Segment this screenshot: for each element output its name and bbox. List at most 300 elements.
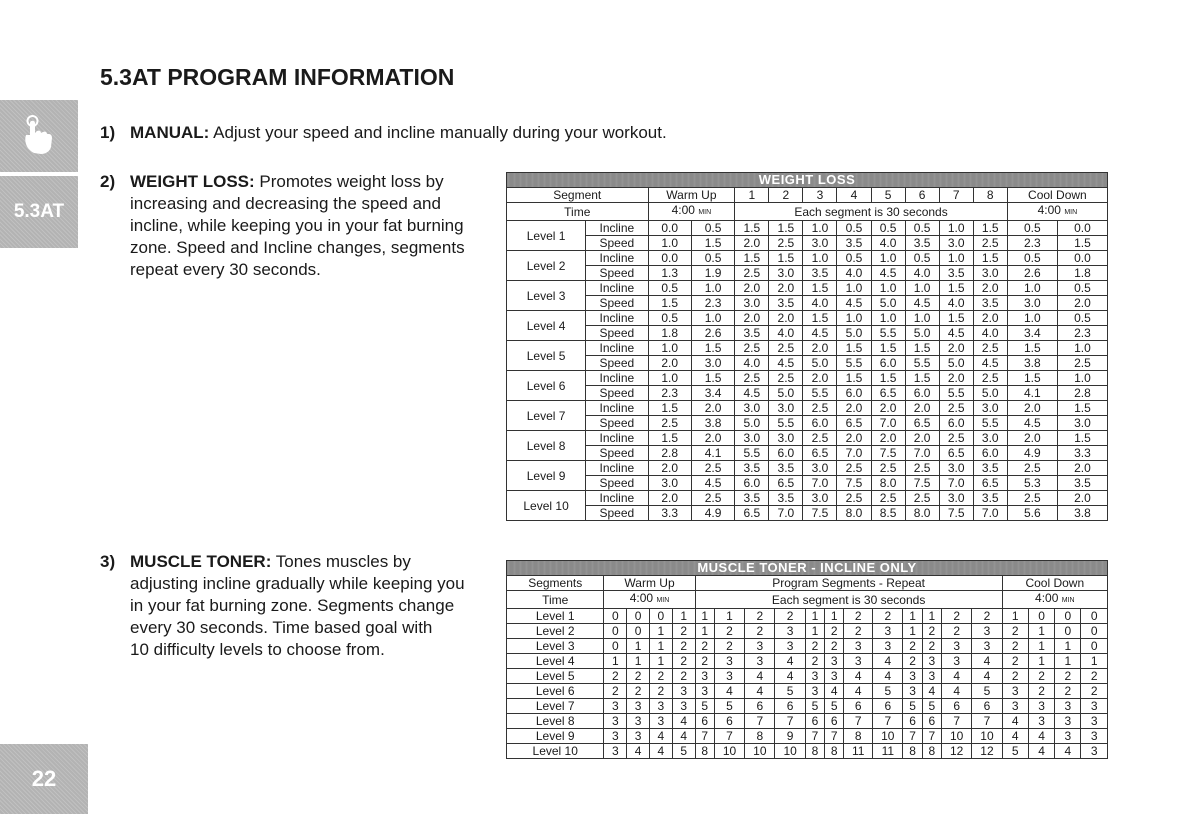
table-cell: 2.5: [769, 341, 803, 356]
table-cell: 1.3: [648, 266, 691, 281]
level-label: Level 9: [507, 729, 604, 744]
table-cell: 4.5: [735, 386, 769, 401]
table-cell: 0: [1055, 624, 1081, 639]
table-cell: 3: [873, 639, 903, 654]
table-row: [507, 281, 1108, 296]
table-cell: 3: [604, 729, 627, 744]
table-cell: 2.5: [905, 491, 939, 506]
table-cell: 0: [604, 609, 627, 624]
table-cell: 3: [1028, 699, 1054, 714]
table-cell: 2: [695, 639, 714, 654]
table-cell: 4: [873, 669, 903, 684]
table-cell: 2.5: [1007, 461, 1057, 476]
weight-loss-segment-row: Segment Warm Up 1 2 3 4 5 6 7 8 Cool Down: [507, 188, 1108, 203]
table-cell: 2: [1028, 684, 1054, 699]
table-cell: 3: [1081, 699, 1108, 714]
table-cell: 1.5: [837, 341, 871, 356]
table-cell: 1.5: [691, 236, 734, 251]
table-cell: 4.0: [871, 236, 905, 251]
table-cell: 7.5: [905, 476, 939, 491]
table-cell: 0.5: [648, 281, 691, 296]
table-cell: 3: [942, 639, 972, 654]
table-cell: 7: [775, 714, 805, 729]
table-cell: 0.5: [905, 251, 939, 266]
table-cell: 2.5: [939, 431, 973, 446]
table-cell: 5: [922, 699, 941, 714]
table-cell: 1.5: [871, 341, 905, 356]
table-cell: 2.0: [769, 281, 803, 296]
table-cell: 2: [942, 624, 972, 639]
table-cell: 1.5: [1007, 371, 1057, 386]
table-cell: 5.3: [1007, 476, 1057, 491]
table-cell: 3: [627, 699, 650, 714]
table-cell: 2: [695, 654, 714, 669]
table-cell: 6: [805, 714, 824, 729]
table-cell: 2: [805, 639, 824, 654]
table-cell: 1: [695, 609, 714, 624]
table-row: [507, 744, 1108, 759]
table-cell: 3.5: [905, 236, 939, 251]
table-cell: 10: [775, 744, 805, 759]
table-cell: 0.0: [648, 221, 691, 236]
table-cell: Speed: [586, 356, 648, 371]
table-cell: 2.5: [691, 461, 734, 476]
level-label: Level 10: [507, 744, 604, 759]
table-cell: 1.0: [1057, 371, 1107, 386]
table-cell: 6.0: [837, 386, 871, 401]
table-cell: 7: [873, 714, 903, 729]
table-cell: 6.0: [973, 446, 1007, 461]
table-cell: 3: [1081, 729, 1108, 744]
table-cell: 2.5: [973, 341, 1007, 356]
table-cell: 4: [1028, 729, 1054, 744]
table-cell: 4: [775, 669, 805, 684]
manual-label: MANUAL:: [130, 123, 210, 142]
table-cell: 1.5: [769, 221, 803, 236]
table-cell: Incline: [586, 251, 648, 266]
level-label: Level 1: [507, 221, 586, 251]
table-cell: 1: [695, 624, 714, 639]
table-cell: 1.0: [1007, 281, 1057, 296]
table-cell: 2: [627, 669, 650, 684]
table-cell: 2: [672, 639, 695, 654]
table-cell: 5: [825, 699, 844, 714]
table-cell: 4.5: [803, 326, 837, 341]
table-cell: 5.0: [939, 356, 973, 371]
table-cell: 5: [873, 684, 903, 699]
table-row: [507, 266, 1108, 281]
table-cell: 0.5: [1057, 311, 1107, 326]
table-cell: 3.5: [769, 491, 803, 506]
table-row: [507, 416, 1108, 431]
table-cell: 1.8: [648, 326, 691, 341]
table-cell: 3.5: [735, 326, 769, 341]
table-cell: Speed: [586, 446, 648, 461]
table-row: [507, 311, 1108, 326]
table-row: [507, 491, 1108, 506]
table-cell: 2.5: [803, 401, 837, 416]
table-cell: 7.5: [939, 506, 973, 521]
table-cell: 2: [672, 654, 695, 669]
table-cell: 2.5: [1007, 491, 1057, 506]
table-cell: Speed: [586, 236, 648, 251]
table-cell: 5: [972, 684, 1002, 699]
table-cell: 4.5: [1007, 416, 1057, 431]
table-cell: 5.5: [837, 356, 871, 371]
table-cell: 1: [805, 624, 824, 639]
table-cell: 2.0: [1007, 401, 1057, 416]
table-cell: 3.0: [939, 461, 973, 476]
level-label: Level 6: [507, 684, 604, 699]
table-cell: 3.5: [973, 296, 1007, 311]
table-cell: 1.5: [648, 296, 691, 311]
table-cell: 7.0: [871, 416, 905, 431]
table-cell: Incline: [586, 431, 648, 446]
table-cell: 6.5: [973, 476, 1007, 491]
table-cell: 8.0: [837, 506, 871, 521]
table-cell: 4: [942, 669, 972, 684]
table-cell: 2: [1002, 654, 1028, 669]
table-cell: 2: [627, 684, 650, 699]
table-cell: 12: [942, 744, 972, 759]
table-cell: 2.8: [1057, 386, 1107, 401]
table-cell: 7: [903, 729, 922, 744]
table-cell: 3: [903, 684, 922, 699]
table-cell: Speed: [586, 476, 648, 491]
table-cell: 2.0: [735, 281, 769, 296]
table-cell: 4.5: [905, 296, 939, 311]
table-cell: 4: [972, 654, 1002, 669]
table-cell: 3: [1055, 714, 1081, 729]
table-cell: 2: [1028, 669, 1054, 684]
table-cell: 4.0: [735, 356, 769, 371]
table-cell: 3.0: [803, 491, 837, 506]
table-cell: 2.5: [735, 371, 769, 386]
table-cell: 0: [1055, 609, 1081, 624]
table-cell: 1.5: [939, 281, 973, 296]
table-cell: 2.3: [691, 296, 734, 311]
table-cell: 2.3: [648, 386, 691, 401]
table-row: [507, 699, 1108, 714]
table-cell: 3.5: [973, 491, 1007, 506]
table-cell: 0: [627, 609, 650, 624]
table-cell: 2: [649, 684, 672, 699]
table-cell: 3: [844, 639, 873, 654]
level-label: Level 5: [507, 669, 604, 684]
table-cell: 1: [1081, 654, 1108, 669]
table-cell: 2.0: [973, 281, 1007, 296]
table-cell: 2.0: [939, 371, 973, 386]
table-cell: Incline: [586, 311, 648, 326]
table-cell: 1.5: [905, 371, 939, 386]
table-cell: 4.0: [939, 296, 973, 311]
table-cell: 7: [825, 729, 844, 744]
table-cell: 6: [972, 699, 1002, 714]
table-row: [507, 506, 1108, 521]
table-row: [507, 609, 1108, 624]
table-cell: 1.5: [871, 371, 905, 386]
table-cell: 4: [627, 744, 650, 759]
table-cell: Incline: [586, 221, 648, 236]
table-cell: 1.0: [803, 221, 837, 236]
table-cell: 3: [1002, 699, 1028, 714]
table-row: [507, 326, 1108, 341]
table-cell: 2: [775, 609, 805, 624]
table-cell: 1.5: [939, 311, 973, 326]
table-cell: 8: [825, 744, 844, 759]
table-cell: 2: [672, 669, 695, 684]
table-cell: 1.5: [735, 221, 769, 236]
table-row: [507, 236, 1108, 251]
table-cell: 3: [1055, 699, 1081, 714]
page-title: 5.3AT PROGRAM INFORMATION: [100, 64, 455, 90]
table-cell: 5.0: [973, 386, 1007, 401]
weight-loss-table-title: WEIGHT LOSS: [507, 173, 1108, 188]
table-cell: 11: [844, 744, 873, 759]
table-cell: 3: [672, 699, 695, 714]
table-row: [507, 714, 1108, 729]
table-cell: 3: [649, 699, 672, 714]
table-cell: 0: [649, 609, 672, 624]
table-cell: 5: [775, 684, 805, 699]
table-cell: 4.5: [691, 476, 734, 491]
table-cell: 3.5: [939, 266, 973, 281]
table-cell: 4: [672, 714, 695, 729]
table-cell: 1: [672, 609, 695, 624]
table-cell: 5: [903, 699, 922, 714]
table-cell: 3: [972, 639, 1002, 654]
table-cell: 3.3: [648, 506, 691, 521]
table-cell: 2.0: [691, 401, 734, 416]
table-cell: 1.5: [648, 431, 691, 446]
table-cell: Speed: [586, 386, 648, 401]
table-cell: 4.5: [837, 296, 871, 311]
table-cell: Incline: [586, 341, 648, 356]
table-cell: 3: [1081, 744, 1108, 759]
table-cell: 2: [1002, 639, 1028, 654]
table-cell: 4.1: [1007, 386, 1057, 401]
table-cell: 1.0: [837, 281, 871, 296]
table-cell: 3.4: [1007, 326, 1057, 341]
table-cell: 5: [714, 699, 744, 714]
table-cell: 4: [775, 654, 805, 669]
table-cell: 6.5: [905, 416, 939, 431]
table-cell: 2: [903, 639, 922, 654]
table-cell: 0: [1028, 609, 1054, 624]
table-cell: 5.0: [871, 296, 905, 311]
table-cell: 5.5: [939, 386, 973, 401]
table-cell: 1: [1028, 639, 1054, 654]
table-cell: 7.0: [803, 476, 837, 491]
table-cell: 3: [1028, 714, 1054, 729]
table-row: [507, 639, 1108, 654]
table-cell: 0.5: [837, 221, 871, 236]
table-cell: 5: [1002, 744, 1028, 759]
table-cell: 3.3: [1057, 446, 1107, 461]
table-cell: 3: [714, 669, 744, 684]
table-cell: 0: [627, 624, 650, 639]
table-cell: 0.5: [1007, 251, 1057, 266]
table-cell: 6.0: [769, 446, 803, 461]
table-cell: 2.0: [691, 431, 734, 446]
section-icon-tab: [0, 100, 78, 172]
table-cell: 1.0: [837, 311, 871, 326]
table-cell: 1.0: [939, 221, 973, 236]
table-cell: 2.0: [1057, 461, 1107, 476]
table-cell: 1.5: [837, 371, 871, 386]
table-cell: 1: [1055, 654, 1081, 669]
level-label: Level 6: [507, 371, 586, 401]
table-cell: 3.5: [1057, 476, 1107, 491]
table-cell: 3: [604, 744, 627, 759]
level-label: Level 7: [507, 699, 604, 714]
table-cell: 2: [805, 654, 824, 669]
table-cell: 4.9: [1007, 446, 1057, 461]
table-cell: 4: [649, 729, 672, 744]
table-cell: 2: [672, 624, 695, 639]
table-cell: 7.0: [837, 446, 871, 461]
table-cell: 4.5: [871, 266, 905, 281]
table-row: [507, 341, 1108, 356]
table-cell: 1.5: [973, 251, 1007, 266]
table-row: [507, 461, 1108, 476]
table-cell: 10: [714, 744, 744, 759]
table-cell: 2.5: [769, 371, 803, 386]
table-cell: 6.5: [769, 476, 803, 491]
table-row: [507, 221, 1108, 236]
table-cell: Incline: [586, 371, 648, 386]
table-cell: 1: [903, 624, 922, 639]
table-cell: 0.5: [837, 251, 871, 266]
table-cell: 6: [775, 699, 805, 714]
table-cell: 4: [1002, 729, 1028, 744]
table-cell: 0.5: [691, 221, 734, 236]
table-cell: 3: [672, 684, 695, 699]
table-cell: 0.5: [905, 221, 939, 236]
muscle-toner-time-row: Time 4:00 MIN Each segment is 30 seconds 4:00 MIN: [507, 591, 1108, 609]
manual-number: 1): [100, 123, 116, 142]
table-cell: 1.5: [648, 401, 691, 416]
table-cell: 5.6: [1007, 506, 1057, 521]
table-cell: 3.0: [973, 266, 1007, 281]
level-label: Level 9: [507, 461, 586, 491]
table-row: [507, 446, 1108, 461]
table-cell: 5.5: [871, 326, 905, 341]
table-cell: 4: [1028, 744, 1054, 759]
table-cell: 3: [649, 714, 672, 729]
table-cell: 1.0: [1007, 311, 1057, 326]
table-cell: 4: [844, 669, 873, 684]
table-cell: 2.5: [871, 491, 905, 506]
table-cell: 0.5: [691, 251, 734, 266]
table-cell: 3.0: [803, 236, 837, 251]
table-cell: 2: [604, 669, 627, 684]
table-cell: 2: [714, 624, 744, 639]
muscle-toner-segment-row: Segments Warm Up Program Segments - Repeat Cool Down: [507, 576, 1108, 591]
table-cell: 3: [627, 729, 650, 744]
table-cell: 2.0: [939, 341, 973, 356]
table-cell: 5: [805, 699, 824, 714]
table-cell: 3.0: [735, 401, 769, 416]
table-cell: Speed: [586, 266, 648, 281]
table-cell: 4: [745, 684, 775, 699]
table-cell: 6: [844, 699, 873, 714]
table-cell: 3: [903, 669, 922, 684]
table-cell: 1: [649, 639, 672, 654]
table-cell: Incline: [586, 491, 648, 506]
table-cell: 2: [1081, 684, 1108, 699]
level-label: Level 2: [507, 624, 604, 639]
table-cell: 11: [873, 744, 903, 759]
table-cell: Speed: [586, 416, 648, 431]
table-cell: 3: [745, 654, 775, 669]
table-cell: 4: [873, 654, 903, 669]
table-cell: 7.0: [905, 446, 939, 461]
table-cell: 1.8: [1057, 266, 1107, 281]
table-cell: 1: [825, 609, 844, 624]
table-cell: 3: [604, 714, 627, 729]
level-label: Level 2: [507, 251, 586, 281]
table-cell: 3.0: [769, 431, 803, 446]
table-cell: 1: [1055, 639, 1081, 654]
table-cell: 2.6: [1007, 266, 1057, 281]
table-cell: 3: [942, 654, 972, 669]
table-cell: 10: [745, 744, 775, 759]
table-cell: 0.0: [1057, 251, 1107, 266]
table-cell: 2.8: [648, 446, 691, 461]
table-cell: 5.0: [735, 416, 769, 431]
table-row: [507, 371, 1108, 386]
table-cell: 1.0: [691, 281, 734, 296]
table-cell: Speed: [586, 326, 648, 341]
table-cell: 3: [695, 669, 714, 684]
table-cell: 0.0: [1057, 221, 1107, 236]
manual-text: Adjust your speed and incline manually during your workout.: [209, 123, 667, 142]
level-label: Level 4: [507, 311, 586, 341]
table-cell: 4.0: [769, 326, 803, 341]
table-cell: 2.5: [1057, 356, 1107, 371]
table-cell: 3.5: [769, 461, 803, 476]
table-cell: 3: [1081, 714, 1108, 729]
table-cell: 3.4: [691, 386, 734, 401]
table-cell: 4.5: [939, 326, 973, 341]
level-label: Level 4: [507, 654, 604, 669]
level-label: Level 8: [507, 714, 604, 729]
table-cell: 6: [903, 714, 922, 729]
table-cell: 1.5: [769, 251, 803, 266]
table-cell: 3: [1055, 729, 1081, 744]
table-cell: 12: [972, 744, 1002, 759]
table-cell: 2: [745, 609, 775, 624]
table-cell: 9: [775, 729, 805, 744]
table-cell: 7.0: [769, 506, 803, 521]
table-cell: 1.5: [1057, 236, 1107, 251]
table-cell: 7: [805, 729, 824, 744]
table-cell: 2: [942, 609, 972, 624]
level-label: Level 10: [507, 491, 586, 521]
table-cell: 1: [649, 624, 672, 639]
table-cell: 2: [873, 609, 903, 624]
table-cell: 5.5: [973, 416, 1007, 431]
table-row: [507, 624, 1108, 639]
table-cell: 1.5: [803, 281, 837, 296]
table-cell: 2: [1002, 624, 1028, 639]
table-cell: 3.5: [735, 461, 769, 476]
table-cell: 3: [695, 684, 714, 699]
table-cell: 2.0: [871, 431, 905, 446]
table-cell: 3.0: [648, 476, 691, 491]
table-cell: 4: [1055, 744, 1081, 759]
